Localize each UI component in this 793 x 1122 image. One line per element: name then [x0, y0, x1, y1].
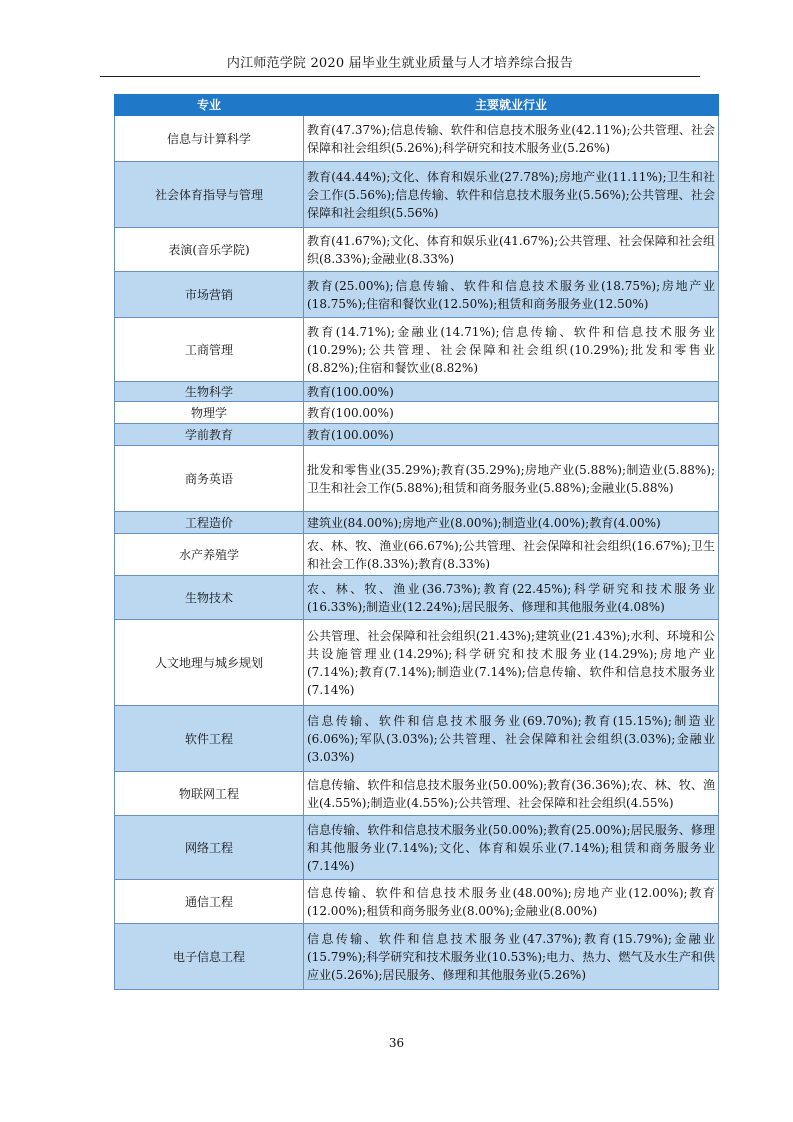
industry-cell: 农、林、牧、渔业(66.67%);公共管理、社会保障和社会组织(16.67%);卫生和社会工作(8.33%);教育(8.33%)	[304, 534, 719, 576]
industry-cell: 教育(100.00%)	[304, 424, 719, 446]
industry-cell: 信息传输、软件和信息技术服务业(47.37%);教育(15.79%);金融业(15.79%);科学研究和技术服务业(10.53%);电力、热力、燃气及水生产和供应业(5.26%);居民服务、修理和其他服务业(5.26%)	[304, 924, 719, 990]
major-cell: 人文地理与城乡规划	[115, 620, 304, 706]
table-row	[115, 772, 719, 816]
table-header-row	[115, 95, 719, 116]
table-row	[115, 576, 719, 620]
major-cell: 电子信息工程	[115, 924, 304, 990]
industry-cell: 教育(47.37%);信息传输、软件和信息技术服务业(42.11%);公共管理、社会保障和社会组织(5.26%);科学研究和技术服务业(5.26%)	[304, 116, 719, 162]
industry-cell: 信息传输、软件和信息技术服务业(48.00%);房地产业(12.00%);教育(12.00%);租赁和商务服务业(8.00%);金融业(8.00%)	[304, 880, 719, 924]
table-row	[115, 272, 719, 318]
major-cell: 表演(音乐学院)	[115, 228, 304, 272]
industry-cell: 公共管理、社会保障和社会组织(21.43%);建筑业(21.43%);水利、环境和公共设施管理业(14.29%);科学研究和技术服务业(14.29%);房地产业(7.14%);教育(7.14%);制造业(7.14%);信息传输、软件和信息技术服务业(7.14%)	[304, 620, 719, 706]
table-row	[115, 816, 719, 880]
major-cell: 软件工程	[115, 706, 304, 772]
table-row	[115, 382, 719, 402]
industry-cell: 农、林、牧、渔业(36.73%);教育(22.45%);科学研究和技术服务业(16.33%);制造业(12.24%);居民服务、修理和其他服务业(4.08%)	[304, 576, 719, 620]
major-cell: 社会体育指导与管理	[115, 162, 304, 228]
major-cell: 市场营销	[115, 272, 304, 318]
industry-cell: 建筑业(84.00%);房地产业(8.00%);制造业(4.00%);教育(4.00%)	[304, 512, 719, 534]
major-cell: 商务英语	[115, 446, 304, 512]
industry-cell: 教育(25.00%);信息传输、软件和信息技术服务业(18.75%);房地产业(18.75%);住宿和餐饮业(12.50%);租赁和商务服务业(12.50%)	[304, 272, 719, 318]
major-cell: 物理学	[115, 402, 304, 424]
table-row	[115, 228, 719, 272]
column-header-major: 专业	[115, 95, 304, 116]
employment-industry-table	[114, 94, 719, 990]
industry-cell: 信息传输、软件和信息技术服务业(50.00%);教育(36.36%);农、林、牧、渔业(4.55%);制造业(4.55%);公共管理、社会保障和社会组织(4.55%)	[304, 772, 719, 816]
table-row	[115, 620, 719, 706]
table-row	[115, 162, 719, 228]
industry-cell: 教育(14.71%);金融业(14.71%);信息传输、软件和信息技术服务业(10.29%);公共管理、社会保障和社会组织(10.29%);批发和零售业(8.82%);住宿和餐饮业(8.82%)	[304, 318, 719, 382]
table-row	[115, 880, 719, 924]
major-cell: 生物技术	[115, 576, 304, 620]
table-row	[115, 318, 719, 382]
table-row	[115, 402, 719, 424]
table-row	[115, 116, 719, 162]
page-header-title: 内江师范学院 2020 届毕业生就业质量与人才培养综合报告	[226, 56, 574, 71]
major-cell: 通信工程	[115, 880, 304, 924]
major-cell: 工商管理	[115, 318, 304, 382]
table-row	[115, 424, 719, 446]
table-row	[115, 534, 719, 576]
major-cell: 水产养殖学	[115, 534, 304, 576]
table-row	[115, 924, 719, 990]
industry-cell: 教育(100.00%)	[304, 402, 719, 424]
major-cell: 学前教育	[115, 424, 304, 446]
header-divider	[100, 76, 700, 77]
major-cell: 工程造价	[115, 512, 304, 534]
table-row	[115, 446, 719, 512]
column-header-industry: 主要就业行业	[304, 95, 719, 116]
industry-cell: 信息传输、软件和信息技术服务业(50.00%);教育(25.00%);居民服务、修理和其他服务业(7.14%);文化、体育和娱乐业(7.14%);租赁和商务服务业(7.14%)	[304, 816, 719, 880]
major-cell: 生物科学	[115, 382, 304, 402]
major-cell: 物联网工程	[115, 772, 304, 816]
industry-cell: 教育(41.67%);文化、体育和娱乐业(41.67%);公共管理、社会保障和社会组织(8.33%);金融业(8.33%)	[304, 228, 719, 272]
industry-cell: 教育(100.00%)	[304, 382, 719, 402]
industry-cell: 信息传输、软件和信息技术服务业(69.70%);教育(15.15%);制造业(6.06%);军队(3.03%);公共管理、社会保障和社会组织(3.03%);金融业(3.03%)	[304, 706, 719, 772]
major-cell: 网络工程	[115, 816, 304, 880]
major-cell: 信息与计算科学	[115, 116, 304, 162]
table-row	[115, 706, 719, 772]
page-number: 36	[388, 1036, 405, 1050]
industry-cell: 批发和零售业(35.29%);教育(35.29%);房地产业(5.88%);制造业(5.88%);卫生和社会工作(5.88%);租赁和商务服务业(5.88%);金融业(5.88%)	[304, 446, 719, 512]
table-row	[115, 512, 719, 534]
industry-cell: 教育(44.44%);文化、体育和娱乐业(27.78%);房地产业(11.11%);卫生和社会工作(5.56%);信息传输、软件和信息技术服务业(5.56%);公共管理、社会保障和社会组织(5.56%)	[304, 162, 719, 228]
